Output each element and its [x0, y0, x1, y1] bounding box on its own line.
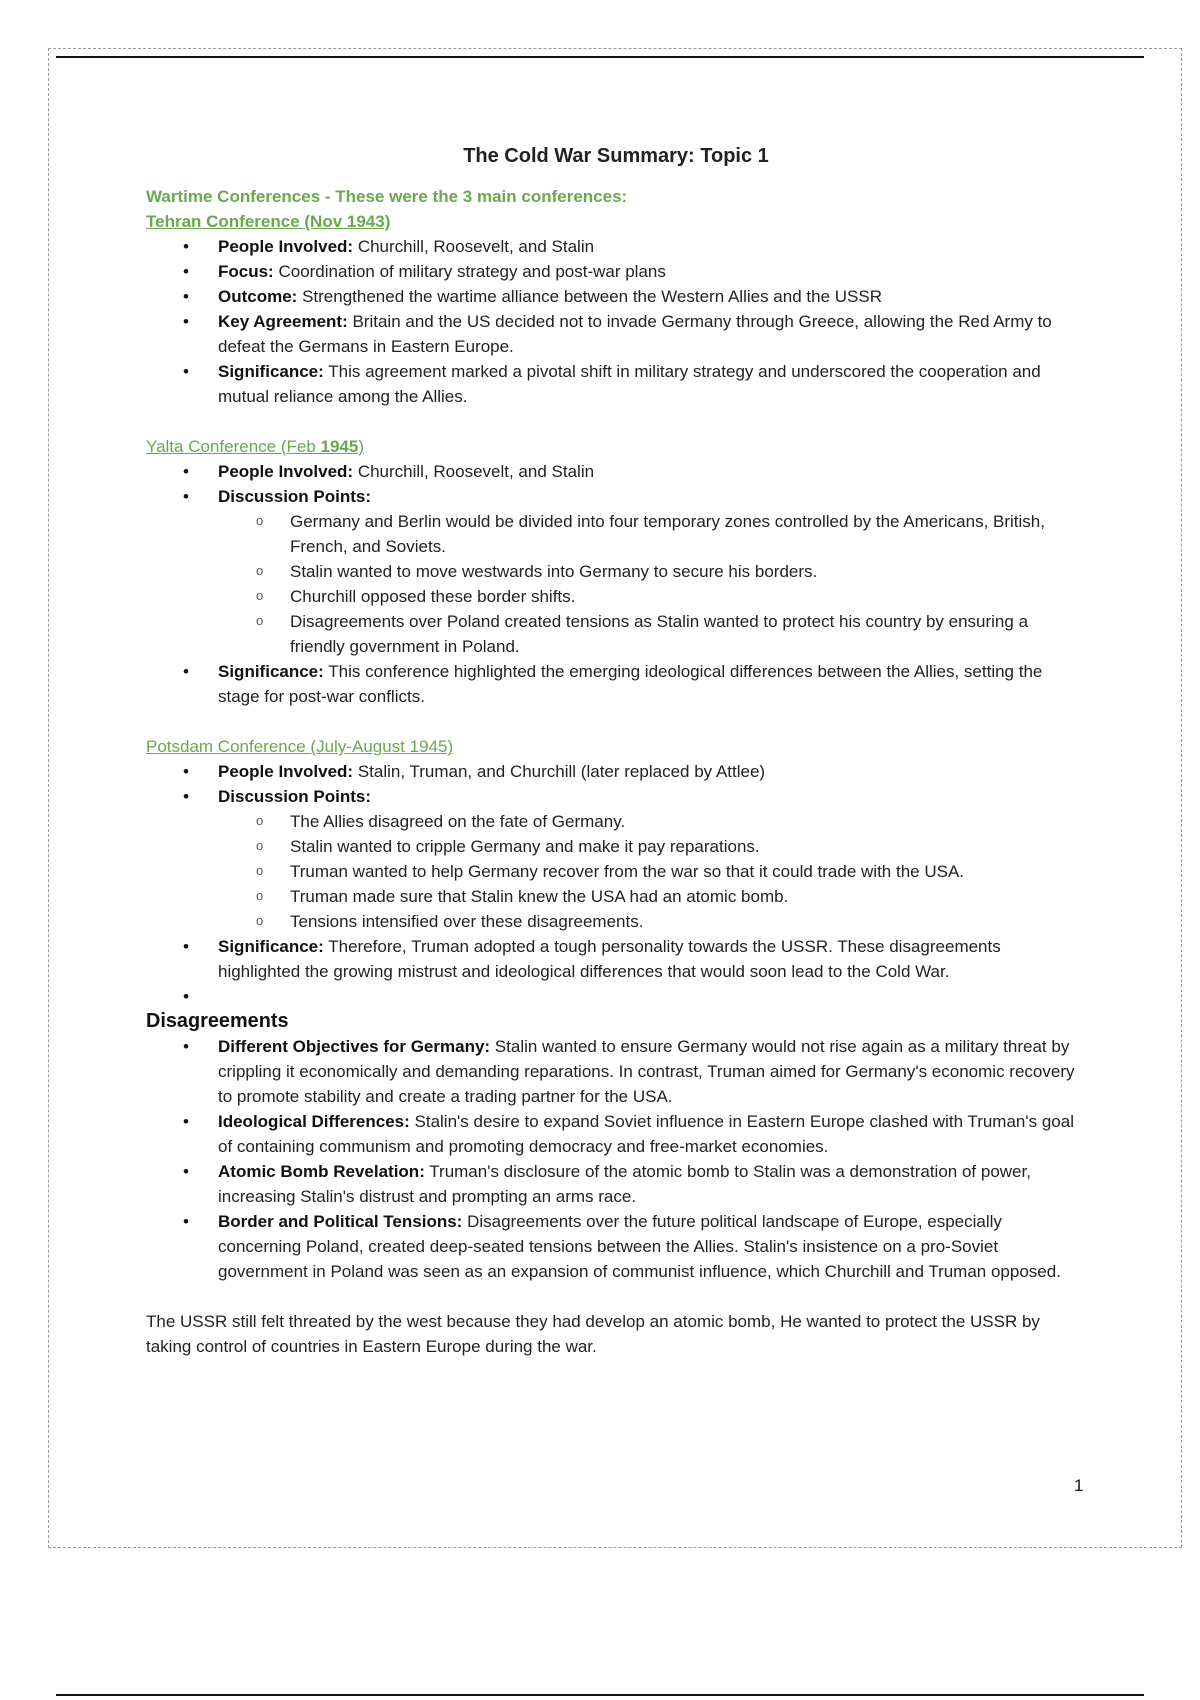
list-item: [146, 1034, 1086, 1109]
list-item: [146, 309, 1086, 359]
item-text: Strengthened the wartime alliance between the Western Allies and the USSR: [297, 287, 882, 306]
spacer: [146, 1284, 1086, 1309]
disagreements-heading: Disagreements: [146, 1010, 289, 1032]
list-item: [146, 1159, 1086, 1209]
page-number: 1: [1074, 1476, 1084, 1495]
sub-list-item: o Truman wanted to help Germany recover from the war so that it could trade with the USA.: [146, 859, 1086, 884]
sub-list-item: o Germany and Berlin would be divided into four temporary zones controlled by the Americans, British, French, and Soviets.: [146, 509, 1086, 559]
sub-list-item: o Tensions intensified over these disagreements.: [146, 909, 1086, 934]
list-item: [146, 359, 1086, 409]
potsdam-heading: Potsdam Conference (July-August 1945): [146, 737, 454, 756]
item-label: People Involved:: [218, 762, 354, 781]
yalta-heading-year: 1945: [320, 437, 359, 456]
disagreements-list: [146, 1034, 1086, 1284]
list-item: [146, 659, 1086, 709]
item-text: Britain and the US decided not to invade Germany through Greece, allowing the Red Army to defeat the Germans in Eastern Europe.: [218, 312, 1052, 356]
item-text: Stalin wanted to ensure Germany would not rise again as a military threat by crippling it economically and demanding reparations. In contrast, Truman aimed for Germany's economic recovery to promote stability and create a trading partner for the USA.: [218, 1037, 1075, 1106]
item-text: Stalin's desire to expand Soviet influence in Eastern Europe clashed with Truman's goal of containing communism and promoting democracy and free-market economies.: [218, 1112, 1074, 1156]
sub-list-item: o Stalin wanted to cripple Germany and make it pay reparations.: [146, 834, 1086, 859]
item-label: Significance:: [218, 662, 324, 681]
list-item: [146, 234, 1086, 259]
item-text: This conference highlighted the emerging ideological differences between the Allies, setting the stage for post-war conflicts.: [218, 662, 1043, 706]
sub-list-item: o Disagreements over Poland created tensions as Stalin wanted to protect his country by ensuring a friendly government in Poland.: [146, 609, 1086, 659]
top-rule: [56, 56, 1144, 58]
bottom-rule: [56, 1694, 1144, 1696]
item-label: Border and Political Tensions:: [218, 1212, 463, 1231]
spacer: [146, 709, 1086, 734]
tehran-heading: Tehran Conference (Nov 1943): [146, 212, 391, 231]
item-text: Coordination of military strategy and post-war plans: [273, 262, 666, 281]
item-label: Ideological Differences:: [218, 1112, 410, 1131]
yalta-heading-suffix: ): [358, 437, 364, 456]
sub-list-item: o Churchill opposed these border shifts.: [146, 584, 1086, 609]
list-item: [146, 484, 1086, 659]
item-label: Discussion Points:: [218, 487, 372, 506]
item-label: Outcome:: [218, 287, 298, 306]
item-label: Key Agreement:: [218, 312, 348, 331]
yalta-heading-prefix: Yalta Conference (Feb: [146, 437, 321, 456]
tehran-list: [146, 234, 1086, 409]
sub-list-item: o The Allies disagreed on the fate of Germany.: [146, 809, 1086, 834]
potsdam-list: [146, 759, 1086, 1009]
sub-list-item: o Stalin wanted to move westwards into Germany to secure his borders.: [146, 559, 1086, 584]
list-item: [146, 759, 1086, 784]
list-item: [146, 459, 1086, 484]
list-item: [146, 934, 1086, 984]
section-intro: Wartime Conferences - These were the 3 main conferences:: [146, 187, 628, 206]
item-label: Focus:: [218, 262, 274, 281]
sub-list-item: o Truman made sure that Stalin knew the USA had an atomic bomb.: [146, 884, 1086, 909]
item-text: Truman's disclosure of the atomic bomb to Stalin was a demonstration of power, increasing Stalin's distrust and prompting an arms race.: [218, 1162, 1031, 1206]
potsdam-points: [218, 809, 1086, 934]
list-item: [146, 784, 1086, 934]
item-label: Discussion Points:: [218, 787, 372, 806]
item-text: Churchill, Roosevelt, and Stalin: [353, 237, 595, 256]
item-label: Significance:: [218, 362, 324, 381]
document-body: [146, 140, 1086, 1359]
item-text: Therefore, Truman adopted a tough personality towards the USSR. These disagreements highlighted the growing mistrust and ideological differences that would soon lead to the Cold War.: [218, 937, 1001, 981]
list-item: [146, 259, 1086, 284]
list-item: [146, 1209, 1086, 1284]
closing-paragraph: The USSR still felt threated by the west because they had develop an atomic bomb, He wanted to protect the USSR by taking control of countries in Eastern Europe during the war.: [146, 1312, 1040, 1356]
list-item: [146, 1109, 1086, 1159]
item-text: Churchill, Roosevelt, and Stalin: [353, 462, 595, 481]
item-text: Disagreements over the future political landscape of Europe, especially concerning Poland, created deep-seated tensions between the Allies. Stalin's insistence on a pro-Soviet government in Poland was seen as an expansion of communist influence, which Churchill and Truman opposed.: [218, 1212, 1061, 1281]
item-label: Significance:: [218, 937, 324, 956]
item-text: This agreement marked a pivotal shift in military strategy and underscored the cooperation and mutual reliance among the Allies.: [218, 362, 1041, 406]
list-item: [146, 284, 1086, 309]
page-title: The Cold War Summary: Topic 1: [463, 145, 769, 167]
item-text: Stalin, Truman, and Churchill (later replaced by Attlee): [353, 762, 766, 781]
item-label: Different Objectives for Germany:: [218, 1037, 491, 1056]
yalta-list: [146, 459, 1086, 709]
item-label: People Involved:: [218, 462, 354, 481]
item-label: Atomic Bomb Revelation:: [218, 1162, 425, 1181]
yalta-points: [218, 509, 1086, 659]
item-label: People Involved:: [218, 237, 354, 256]
yalta-heading: [146, 434, 1086, 459]
spacer: [146, 409, 1086, 434]
empty-list-item: [146, 984, 1086, 1009]
